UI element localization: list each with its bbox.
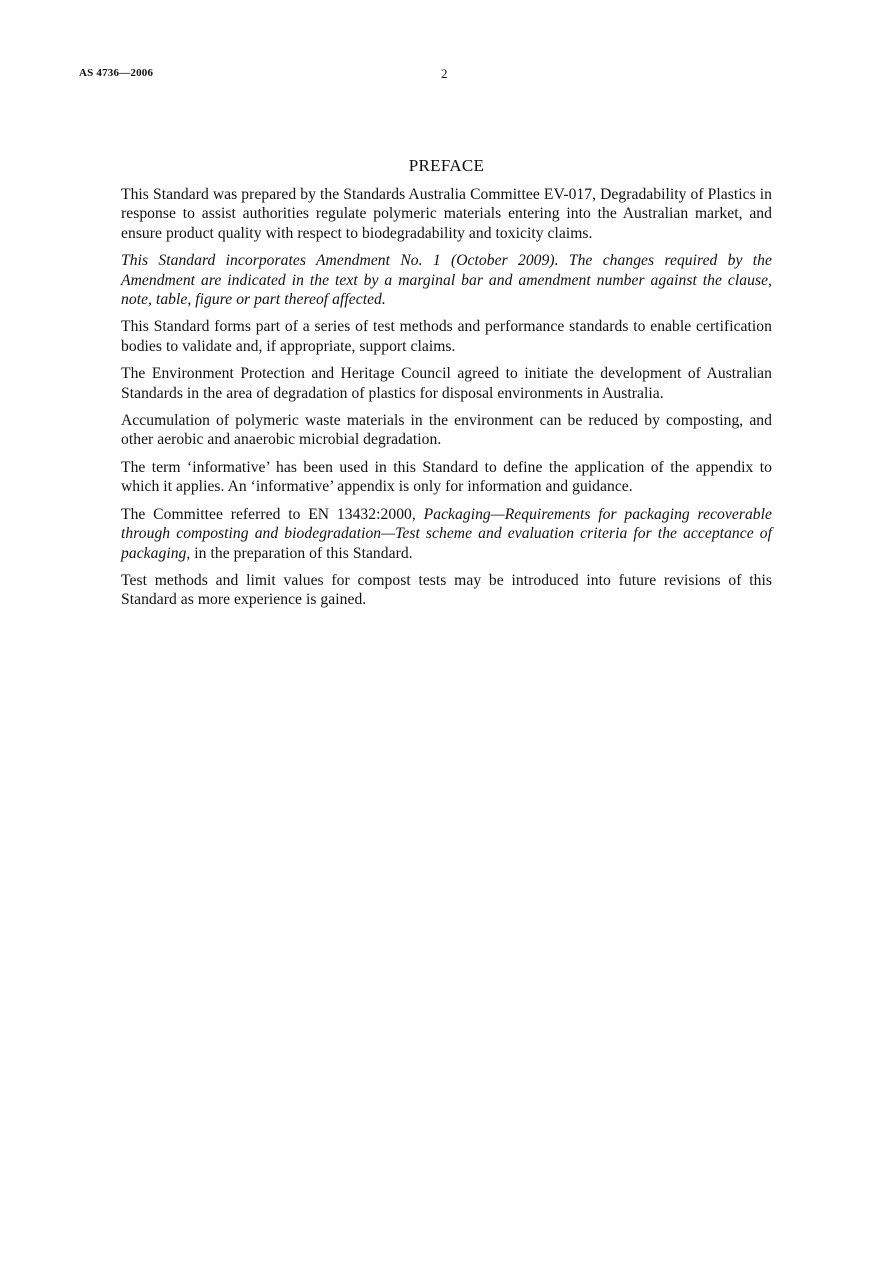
paragraph-ephc: The Environment Protection and Heritage Council agreed to initiate the development of Australian Standards in the area of degradation of plastics for disposal environments in Australia.	[121, 365, 772, 402]
paragraph-amendment: This Standard incorporates Amendment No. 1 (October 2009). The changes required by the Amendment are indicated in the text by a marginal bar and amendment number against the clause, note, table, figure or part thereof affected.	[121, 252, 772, 309]
paragraph-informative: The term ‘informative’ has been used in this Standard to define the application of the appendix to which it applies. An ‘informative’ appendix is only for information and guidance.	[121, 458, 772, 496]
paragraph-future-revisions: Test methods and limit values for compost tests may be introduced into future revisions of this Standard as more experience is gained.	[121, 571, 772, 609]
reference-title: Packaging—Requirements for packaging recoverable through composting and biodegradation—Test scheme and evaluation criteria for the acceptance of packaging	[121, 505, 772, 562]
document-id: AS 4736—2006	[79, 67, 154, 79]
paragraph-composting: Accumulation of polymeric waste materials in the environment can be reduced by composting, and other aerobic and anaerobic microbial degradation.	[121, 412, 772, 449]
paragraph-series: This Standard forms part of a series of test methods and performance standards to enable certification bodies to validate and, if appropriate, support claims.	[121, 318, 772, 355]
paragraph-reference	[121, 505, 772, 563]
paragraph-committee: This Standard was prepared by the Standards Australia Committee EV-017, Degradability of Plastics in response to assist authorities regulate polymeric materials entering into the Australian market, and ensure product quality with respect to biodegradability and toxicity claims.	[121, 186, 772, 242]
page-number: 2	[441, 66, 448, 81]
reference-tail: , in the preparation of this Standard.	[186, 544, 413, 562]
preface-section	[121, 156, 772, 618]
section-title: PREFACE	[408, 156, 485, 175]
reference-lead: The Committee referred to EN 13432:2000,	[121, 505, 424, 523]
